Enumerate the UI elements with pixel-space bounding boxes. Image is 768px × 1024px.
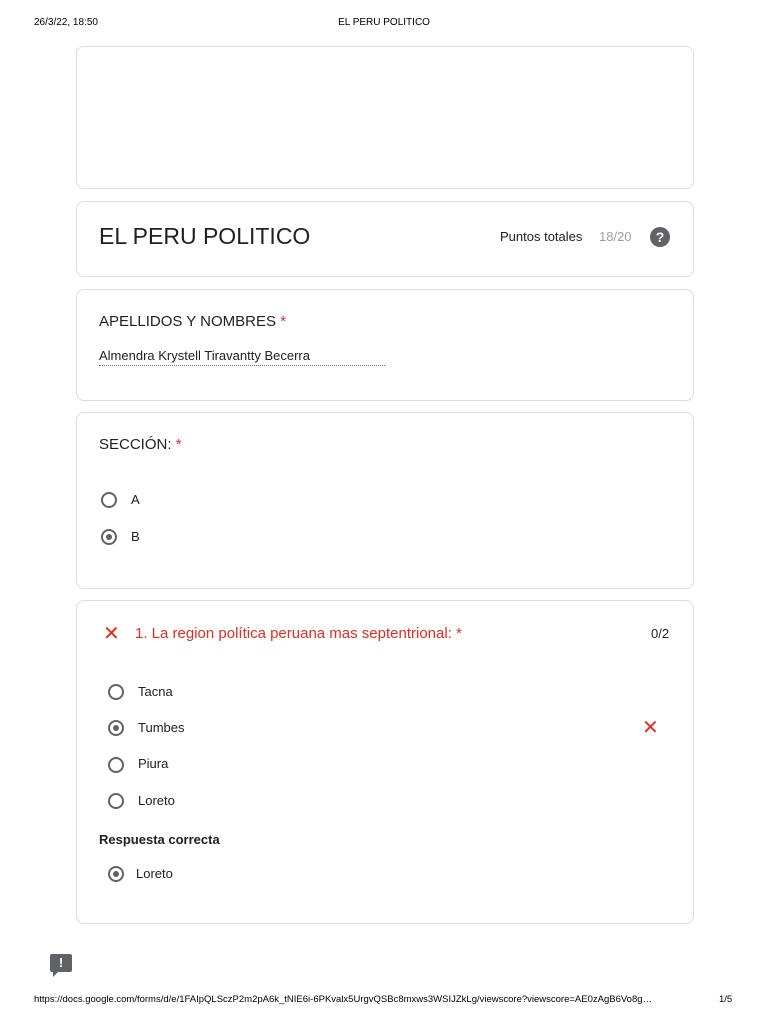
- x-icon: ✕: [642, 717, 659, 739]
- radio-option-b[interactable]: [101, 529, 117, 545]
- help-circle-icon[interactable]: ?: [650, 227, 670, 247]
- name-question-label: [99, 313, 286, 330]
- name-question-text: APELLIDOS Y NOMBRES: [99, 313, 277, 330]
- radio-option-loreto[interactable]: [108, 793, 124, 809]
- radio-label-loreto: Loreto: [138, 793, 175, 808]
- question-1-score: 0/2: [651, 626, 670, 641]
- x-icon: ✕: [103, 623, 120, 645]
- form-title: EL PERU POLITICO: [99, 223, 311, 249]
- print-title: EL PERU POLITICO: [338, 17, 430, 28]
- required-mark: *: [456, 625, 462, 642]
- radio-label-a: A: [131, 492, 140, 507]
- radio-label-b: B: [131, 529, 140, 544]
- section-question-label: [99, 436, 182, 453]
- feedback-icon[interactable]: !: [50, 954, 72, 972]
- header-banner-card: [76, 46, 694, 189]
- points-value: 18/20: [599, 229, 632, 244]
- radio-option-a[interactable]: [101, 492, 117, 508]
- radio-option-piura[interactable]: [108, 757, 124, 773]
- form-title-card: [76, 201, 694, 277]
- correct-answer-label: Loreto: [136, 866, 173, 881]
- name-question-card: [76, 289, 694, 401]
- radio-option-tacna[interactable]: [108, 684, 124, 700]
- radio-option-tumbes[interactable]: [108, 720, 124, 736]
- radio-label-tacna: Tacna: [138, 684, 173, 699]
- radio-label-piura: Piura: [138, 756, 169, 771]
- print-date: 26/3/22, 18:50: [34, 17, 98, 28]
- question-1-card: [76, 600, 694, 924]
- required-mark: *: [175, 436, 182, 453]
- section-question-card: [76, 412, 694, 589]
- question-1-title: [135, 625, 462, 642]
- correct-answer-radio: [108, 866, 124, 882]
- footer-url: https://docs.google.com/forms/d/e/1FAIpQLSczP2m2pA6k_tNIE6i-6PKvalx5UrgvQSBc8mxws3WSIJZkLg/viewscore?viewscore=AE0zAgB6Vo8g…: [34, 994, 653, 1005]
- points-label: Puntos totales: [500, 229, 583, 244]
- section-question-text: SECCIÓN:: [99, 436, 172, 453]
- footer-page-number: 1/5: [719, 994, 733, 1005]
- question-1-text: 1. La region política peruana mas septentrional:: [135, 625, 452, 642]
- required-mark: *: [280, 313, 287, 330]
- correct-answer-heading: Respuesta correcta: [99, 832, 220, 847]
- radio-label-tumbes: Tumbes: [138, 720, 185, 735]
- name-answer: Almendra Krystell Tiravantty Becerra: [99, 348, 385, 366]
